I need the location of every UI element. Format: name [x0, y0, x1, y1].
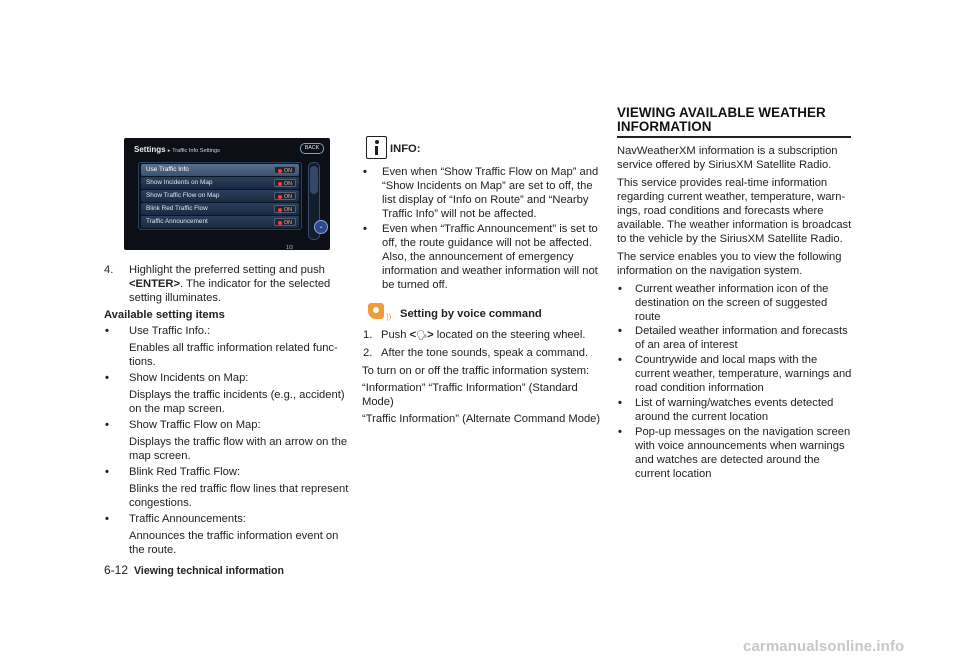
item-desc: Announces the traffic information event on — [129, 530, 339, 542]
bullet-icon: • — [105, 419, 109, 431]
item-title: Show Incidents on Map: — [129, 372, 249, 384]
page-number: 6-12 — [104, 563, 129, 577]
bullet-icon: • — [105, 372, 109, 384]
bullet-icon: • — [363, 223, 367, 235]
page-footer — [104, 563, 284, 579]
item-desc: Blinks the red traffic flow lines that represent — [129, 483, 349, 495]
item-title: Blink Red Traffic Flow: — [129, 466, 241, 478]
back-button[interactable]: BACK — [300, 143, 324, 154]
setting-row-use-traffic-info[interactable]: Use Traffic Info ON — [141, 164, 299, 176]
setting-row-traffic-announcement[interactable]: Traffic Announcement ON — [141, 216, 299, 228]
scroll-thumb[interactable] — [310, 166, 318, 194]
setting-row-show-incidents[interactable]: Show Incidents on Map ON — [141, 177, 299, 189]
indicator-on: ON — [274, 179, 296, 187]
nav-settings-screenshot — [124, 138, 330, 250]
item-desc: congestions. — [129, 497, 192, 509]
indicator-on: ON — [274, 192, 296, 200]
item-title: Show Traffic Flow on Map: — [129, 419, 261, 431]
item-desc: Enables all traffic information related func- — [129, 342, 338, 354]
title-arrow: ▸ — [167, 148, 171, 154]
bullet-icon: • — [105, 325, 109, 337]
voice-command-icon — [368, 303, 384, 319]
voice-intro: To turn on or off the traffic information system: — [362, 365, 590, 377]
voice-heading: Setting by voice command — [400, 308, 542, 320]
bullet-icon: • — [618, 426, 622, 438]
indicator-led-icon — [278, 208, 282, 212]
bullet-icon: • — [618, 397, 622, 409]
talk-switch-icon: 🗣 — [416, 330, 428, 340]
item-title: Traffic Announcements: — [129, 513, 246, 525]
voice-waves-icon: )) — [386, 312, 392, 321]
indicator-led-icon — [278, 195, 282, 199]
page-indicator: 1/3 — [286, 245, 293, 250]
indicator-on: ON — [274, 218, 296, 226]
screen-title: Settings ▸ Traffic Info Settings — [134, 145, 220, 154]
item-desc: Displays the traffic flow with an arrow on the — [129, 436, 348, 448]
indicator-on: ON — [274, 166, 296, 174]
bullet-icon: • — [618, 283, 622, 295]
item-desc: Displays the traffic incidents (e.g., accident) — [129, 389, 345, 401]
bullet-icon: • — [105, 466, 109, 478]
command-standard-mode: Mode) — [362, 396, 394, 408]
info-heading: INFO: — [390, 143, 421, 155]
command-standard: “Information” “Traffic Information” (Standard — [362, 382, 578, 394]
heading-divider — [617, 136, 851, 138]
bullet-icon: • — [618, 325, 622, 337]
weather-section-heading: VIEWING AVAILABLE WEATHER INFORMATION — [617, 105, 826, 134]
setting-row-blink-red[interactable]: Blink Red Traffic Flow ON — [141, 203, 299, 215]
chapter-title: Viewing technical information — [134, 565, 284, 577]
enter-key: <ENTER> — [129, 278, 180, 290]
available-settings-heading: Available setting items — [104, 309, 225, 321]
bullet-icon: • — [618, 354, 622, 366]
item-desc: tions. — [129, 356, 156, 368]
bullet-icon: • — [363, 166, 367, 178]
indicator-on: ON — [274, 205, 296, 213]
command-alternate: “Traffic Information” (Alternate Command Mode) — [362, 413, 601, 425]
indicator-led-icon — [278, 169, 282, 173]
scroll-down-icon[interactable]: ⌄ — [314, 220, 328, 234]
indicator-led-icon — [278, 182, 282, 186]
screen-subtitle: Traffic Info Settings — [172, 148, 220, 154]
settings-list — [138, 162, 302, 230]
setting-row-show-traffic-flow[interactable]: Show Traffic Flow on Map ON — [141, 190, 299, 202]
indicator-led-icon — [278, 221, 282, 225]
watermark: carmanualsonline.info — [743, 638, 905, 655]
item-desc: on the map screen. — [129, 403, 225, 415]
item-title: Use Traffic Info.: — [129, 325, 211, 337]
bullet-icon: • — [105, 513, 109, 525]
item-desc: the route. — [129, 544, 177, 556]
item-desc: map screen. — [129, 450, 191, 462]
info-icon — [366, 136, 387, 159]
